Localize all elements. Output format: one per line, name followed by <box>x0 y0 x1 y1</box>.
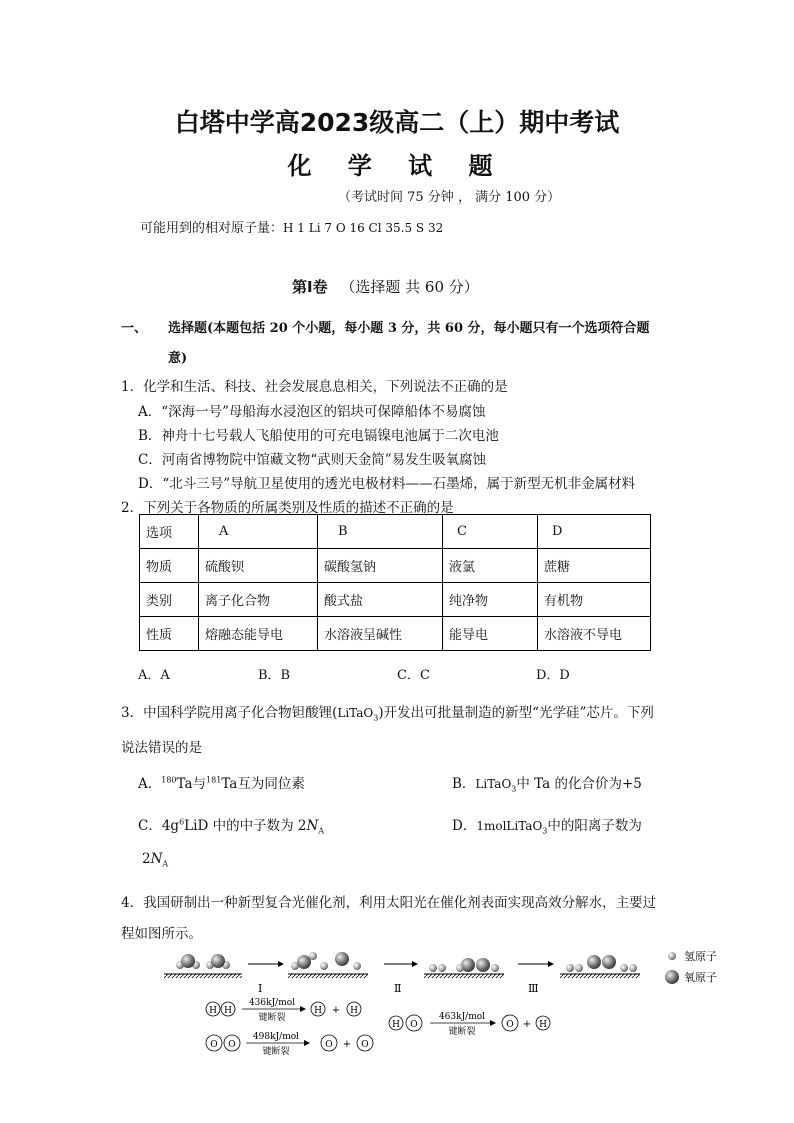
q2-table <box>139 514 651 651</box>
q3-d-sub: 3 <box>542 826 548 836</box>
q2-stem: 2．下列关于各物质的所属类别及性质的描述不正确的是 <box>121 500 454 516</box>
ho-bond-break <box>389 1012 550 1037</box>
table-cell: 硫酸钡 <box>199 549 318 583</box>
catalyst-surface-3 <box>424 974 504 978</box>
q3-a-label: A． <box>138 776 162 792</box>
q3-c-nsub: A <box>318 826 325 836</box>
q1-option-a: A．“深海一号”母船海水浸泡区的铝块可保障船体不易腐蚀 <box>138 404 486 420</box>
hydrogen-atom-icon <box>668 952 676 960</box>
q2-option-a: A．A <box>138 668 170 683</box>
atom-label: H <box>209 1006 217 1016</box>
q3-a-ta1: Ta <box>176 776 193 792</box>
stage2-atoms <box>429 958 499 972</box>
volume-desc: （选择题 共 60 分） <box>340 278 479 296</box>
atomic-masses-values: H 1 Li 7 O 16 Cl 35.5 S 32 <box>283 221 444 235</box>
hh-bond-break <box>206 998 361 1023</box>
q3-formula-sub: 3 <box>373 713 379 723</box>
q3-d-formula: LiTaO <box>506 819 543 833</box>
catalyst-surface-4 <box>560 974 640 978</box>
oxygen-atom-icon <box>665 970 679 984</box>
plus-sign: + <box>342 1039 352 1050</box>
atom-label: O <box>410 1020 418 1030</box>
step1-label: Ⅰ <box>258 982 263 995</box>
table-cell: B <box>318 515 443 549</box>
volume-label: 第Ⅰ卷 <box>292 278 328 296</box>
table-cell: 液氯 <box>443 549 538 583</box>
table-row <box>140 617 651 651</box>
part-number: 一、 <box>121 321 148 336</box>
q2-option-b: B．B <box>258 668 291 683</box>
q4-stem-line2: 程如图所示。 <box>121 926 202 942</box>
oo-bond-break-label: 键断裂 <box>262 1047 290 1057</box>
subject-title: 化 学 试 题 <box>287 152 507 180</box>
q3-d-tail: 中的阳离子数为 <box>547 818 642 834</box>
atom-label: O <box>210 1040 218 1050</box>
table-cell: D <box>538 515 651 549</box>
stage1-atoms <box>291 952 361 970</box>
q3-option-d <box>452 814 642 836</box>
q3-stem-pre: 3．中国科学院用离子化合物钽酸锂( <box>121 705 338 721</box>
water-molecule <box>206 954 230 969</box>
step2-label: Ⅱ <box>394 982 402 995</box>
atom-label: O <box>506 1020 514 1030</box>
table-row <box>140 549 651 583</box>
water-molecule <box>176 954 200 969</box>
atom-label: O <box>228 1040 236 1050</box>
legend-oxygen: 氧原子 <box>684 971 717 984</box>
table-cell: 性质 <box>140 617 199 651</box>
plus-sign: + <box>331 1005 341 1016</box>
stage3-atoms <box>566 955 637 972</box>
q3-c-mid: LiD 中的中子数为 2 <box>184 818 307 834</box>
arrow-step1 <box>248 961 284 967</box>
q3-b-formula: LiTaO <box>475 777 512 791</box>
step3-label: Ⅲ <box>528 982 539 995</box>
instructions-line1: 选择题(本题包括 20 个小题，每小题 3 分，共 60 分，每小题只有一个选项符合题 <box>168 321 650 336</box>
ho-energy: 463kJ/mol <box>438 1012 486 1022</box>
exam-title: 白塔中学高2023级高二（上）期中考试 <box>174 108 620 137</box>
instructions-line2: 意) <box>168 351 188 366</box>
q3-d-n: N <box>150 851 163 867</box>
q2-option-c: C．C <box>397 668 430 683</box>
q2-option-d: D．D <box>536 668 570 683</box>
q3-a-mass2: 181 <box>206 775 222 785</box>
q3-option-b <box>452 772 642 794</box>
q1-option-d: D．“北斗三号”导航卫星使用的透光电极材料——石墨烯，属于新型无机非金属材料 <box>138 476 636 492</box>
catalyst-surface-2 <box>288 974 368 978</box>
table-cell: 物质 <box>140 549 199 583</box>
q3-c-n: N <box>306 818 319 834</box>
legend-hydrogen: 氢原子 <box>684 950 717 963</box>
section-heading <box>292 276 479 297</box>
q3-option-c <box>138 814 324 836</box>
atom-label: H <box>392 1020 400 1030</box>
q3-formula: LiTaO <box>337 706 374 720</box>
arrow-step3 <box>518 961 554 967</box>
q3-c-sup: 6 <box>179 817 185 827</box>
table-row <box>140 583 651 617</box>
catalyst-surface-1 <box>164 974 242 978</box>
q3-d-nsub: A <box>162 859 169 869</box>
q3-b-label: B． <box>452 776 476 792</box>
table-cell: 熔融态能导电 <box>199 617 318 651</box>
oo-energy: 498kJ/mol <box>252 1032 300 1042</box>
table-cell: A <box>199 515 318 549</box>
table-header-row <box>140 515 651 549</box>
table-cell: 类别 <box>140 583 199 617</box>
hh-bond-break-label: 键断裂 <box>258 1013 286 1023</box>
q3-c-label: C． <box>138 818 162 834</box>
table-cell: 蔗糖 <box>538 549 651 583</box>
atomic-masses-label: 可能用到的相对原子量： <box>140 221 284 236</box>
ho-bond-break-label: 键断裂 <box>448 1027 476 1037</box>
table-cell: 纯净物 <box>443 583 538 617</box>
table-cell: 水溶液不导电 <box>538 617 651 651</box>
arrow-step2 <box>384 961 418 967</box>
q3-a-tail: 互为同位素 <box>237 776 305 792</box>
table-cell: C <box>443 515 538 549</box>
q1-option-c: C．河南省博物院中馆藏文物“武则天金简”易发生吸氧腐蚀 <box>138 452 487 468</box>
atomic-masses <box>140 217 443 236</box>
atom-label: H <box>314 1006 322 1016</box>
q3-a-and: 与 <box>192 776 207 792</box>
q3-stem-line2: 说法错误的是 <box>121 740 202 756</box>
q3-d-pre: 1mol <box>476 819 507 833</box>
table-cell: 能导电 <box>443 617 538 651</box>
q3-option-a <box>138 772 305 792</box>
hh-energy: 436kJ/mol <box>248 998 296 1008</box>
table-cell: 酸式盐 <box>318 583 443 617</box>
q3-d-label: D． <box>452 818 477 834</box>
atom-label: H <box>224 1006 232 1016</box>
table-cell: 选项 <box>140 515 199 549</box>
q1-option-b: B．神舟十七号载人飞船使用的可充电镉镍电池属于二次电池 <box>138 428 499 444</box>
atom-label: O <box>361 1040 369 1050</box>
q4-stem-line1: 4．我国研制出一种新型复合光催化剂，利用太阳光在催化剂表面实现高效分解水，主要过 <box>121 895 657 911</box>
oo-bond-break <box>206 1032 373 1057</box>
q3-c-pre: 4g <box>161 818 180 834</box>
q3-a-mass1: 180 <box>161 775 177 785</box>
q4-diagram <box>150 944 750 1062</box>
q1-stem: 1．化学和生活、科技、社会发展息息相关，下列说法不正确的是 <box>121 379 508 395</box>
atom-label: O <box>325 1040 333 1050</box>
atom-label: H <box>539 1020 547 1030</box>
q3-stem-post: )开发出可批量制造的新型“光学硅”芯片。下列 <box>378 705 654 721</box>
plus-sign: + <box>522 1019 532 1030</box>
table-cell: 水溶液呈碱性 <box>318 617 443 651</box>
exam-info: （考试时间 75 分钟 ， 满分 100 分） <box>338 190 561 205</box>
table-cell: 离子化合物 <box>199 583 318 617</box>
q3-d-cont: 2 <box>142 851 151 867</box>
q3-b-sub: 3 <box>511 784 517 794</box>
q3-stem <box>121 701 654 723</box>
q3-a-ta2: Ta <box>221 776 238 792</box>
table-cell: 碳酸氢钠 <box>318 549 443 583</box>
q3-b-tail: 中 Ta 的化合价为+5 <box>516 776 642 792</box>
table-cell: 有机物 <box>538 583 651 617</box>
atom-label: H <box>350 1006 358 1016</box>
q3-option-d-continued <box>142 851 168 869</box>
